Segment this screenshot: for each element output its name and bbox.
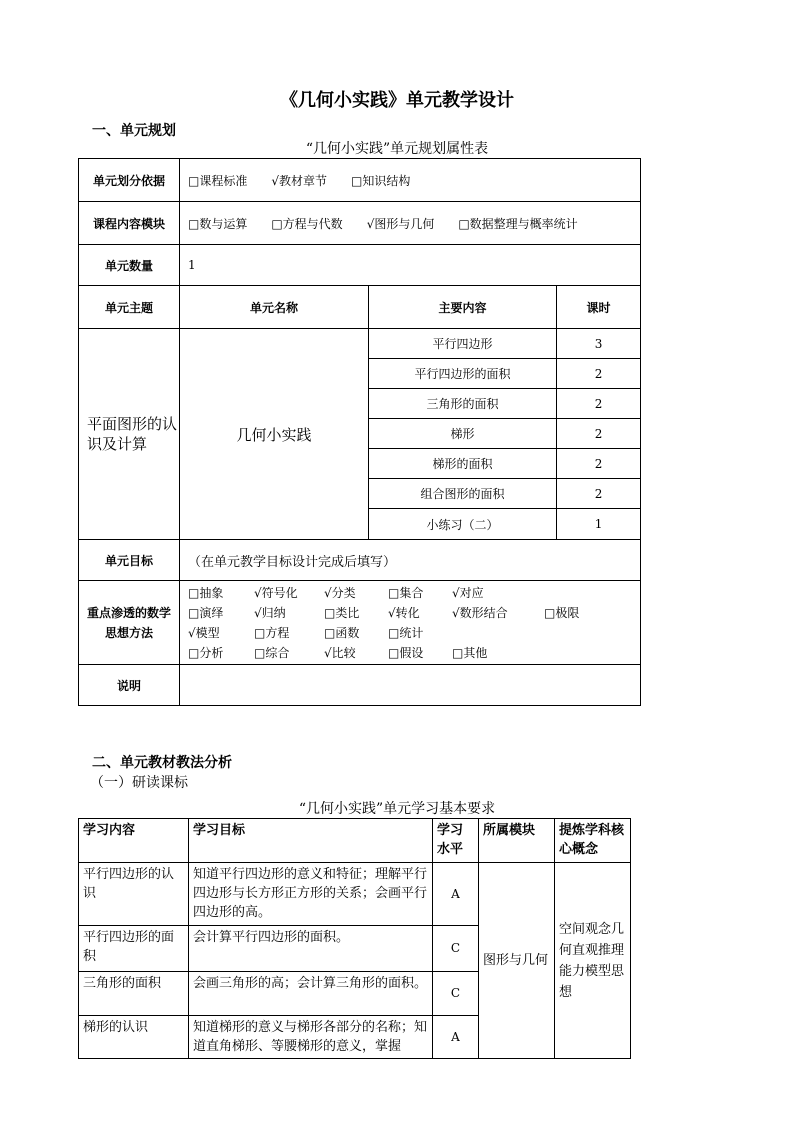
- module-label: 课程内容模块: [79, 202, 180, 245]
- method-option[interactable]: □假设: [388, 646, 424, 660]
- method-option[interactable]: √比较: [324, 646, 356, 660]
- lesson-hours: 2: [557, 449, 641, 479]
- section2-subheading: （一）研读课标: [90, 775, 188, 791]
- req-module: 图形与几何: [479, 863, 555, 1059]
- header-core-concept: 提炼学科核心概念: [555, 819, 631, 863]
- req-level: C: [433, 972, 479, 1016]
- lesson-content: 平行四边形的面积: [369, 359, 557, 389]
- methods-options: [180, 581, 641, 665]
- basis-options: [180, 159, 641, 202]
- lesson-content: 梯形: [369, 419, 557, 449]
- req-goal: 会画三角形的高；会计算三角形的面积。: [189, 972, 433, 1016]
- header-learning-goal: 学习目标: [189, 819, 433, 863]
- method-option: [452, 624, 544, 641]
- goal-label: 单元目标: [79, 540, 180, 581]
- module-option[interactable]: □数据整理与概率统计: [458, 216, 578, 231]
- header-module: 所属模块: [479, 819, 555, 863]
- req-content: 平行四边形的面积: [79, 926, 189, 972]
- lesson-hours: 2: [557, 479, 641, 509]
- method-option[interactable]: □其他: [452, 646, 488, 660]
- section2-heading: 二、单元教材教法分析: [92, 755, 232, 771]
- method-option[interactable]: √对应: [452, 586, 484, 600]
- method-option[interactable]: □综合: [254, 646, 290, 660]
- lesson-hours: 2: [557, 389, 641, 419]
- req-goal: 会计算平行四边形的面积。: [189, 926, 433, 972]
- header-hours: 课时: [557, 286, 641, 329]
- method-option: [544, 624, 608, 641]
- note-value: [180, 665, 641, 706]
- methods-grid: [180, 582, 640, 663]
- goal-value: （在单元教学目标设计完成后填写）: [180, 540, 641, 581]
- module-option[interactable]: √图形与几何: [366, 216, 435, 231]
- method-option[interactable]: √模型: [188, 626, 220, 640]
- unit-plan-table: [78, 158, 641, 706]
- method-option[interactable]: □函数: [324, 626, 360, 640]
- basis-option[interactable]: □知识结构: [351, 173, 411, 188]
- req-content: 三角形的面积: [79, 972, 189, 1016]
- lesson-hours: 1: [557, 509, 641, 540]
- method-option[interactable]: □抽象: [188, 586, 224, 600]
- methods-label: 重点渗透的数学思想方法: [79, 581, 180, 665]
- basis-option[interactable]: √教材章节: [271, 173, 327, 188]
- lesson-content: 三角形的面积: [369, 389, 557, 419]
- method-option[interactable]: √转化: [388, 606, 420, 620]
- method-option: [544, 644, 608, 661]
- lesson-content: 平行四边形: [369, 329, 557, 359]
- header-theme: 单元主题: [79, 286, 180, 329]
- req-level: A: [433, 863, 479, 926]
- req-content: 平行四边形的认识: [79, 863, 189, 926]
- lesson-content: 组合图形的面积: [369, 479, 557, 509]
- lesson-content: 梯形的面积: [369, 449, 557, 479]
- method-option[interactable]: □演绎: [188, 606, 224, 620]
- module-option[interactable]: □数与运算: [188, 216, 248, 231]
- req-level: A: [433, 1016, 479, 1059]
- section1-caption: “几何小实践”单元规划属性表: [305, 141, 489, 157]
- req-goal: 知道梯形的意义与梯形各部分的名称；知道直角梯形、等腰梯形的意义，掌握: [189, 1016, 433, 1059]
- method-option[interactable]: □方程: [254, 626, 290, 640]
- lesson-hours: 3: [557, 329, 641, 359]
- page-title: 《几何小实践》单元教学设计: [280, 90, 514, 111]
- method-option[interactable]: □统计: [388, 626, 424, 640]
- method-option[interactable]: √符号化: [254, 586, 298, 600]
- lesson-hours: 2: [557, 359, 641, 389]
- req-level: C: [433, 926, 479, 972]
- unit-name: 几何小实践: [180, 329, 369, 540]
- count-value: 1: [180, 245, 641, 286]
- section2-caption: “几何小实践”单元学习基本要求: [298, 801, 496, 817]
- header-content: 主要内容: [369, 286, 557, 329]
- header-unit-name: 单元名称: [180, 286, 369, 329]
- module-options: [180, 202, 641, 245]
- count-label: 单元数量: [79, 245, 180, 286]
- method-option[interactable]: □极限: [544, 606, 580, 620]
- unit-theme: 平面图形的认识及计算: [79, 329, 180, 540]
- method-option[interactable]: □类比: [324, 606, 360, 620]
- module-option[interactable]: □方程与代数: [271, 216, 343, 231]
- req-content: 梯形的认识: [79, 1016, 189, 1059]
- req-goal: 知道平行四边形的意义和特征；理解平行四边形与长方形正方形的关系；会画平行四边形的高。: [189, 863, 433, 926]
- header-learning-level: 学习水平: [433, 819, 479, 863]
- method-option[interactable]: √归纳: [254, 606, 286, 620]
- basis-option[interactable]: □课程标准: [188, 173, 248, 188]
- header-learning-content: 学习内容: [79, 819, 189, 863]
- basis-label: 单元划分依据: [79, 159, 180, 202]
- note-label: 说明: [79, 665, 180, 706]
- method-option[interactable]: □分析: [188, 646, 224, 660]
- learning-requirements-table: [78, 818, 631, 1059]
- method-option: [544, 584, 608, 601]
- req-concepts: 空间观念几何直观推理能力模型思想: [555, 863, 631, 1059]
- lesson-content: 小练习（二）: [369, 509, 557, 540]
- method-option[interactable]: √分类: [324, 586, 356, 600]
- method-option[interactable]: □集合: [388, 586, 424, 600]
- method-option[interactable]: √数形结合: [452, 606, 508, 620]
- section1-heading: 一、单元规划: [92, 123, 176, 139]
- lesson-hours: 2: [557, 419, 641, 449]
